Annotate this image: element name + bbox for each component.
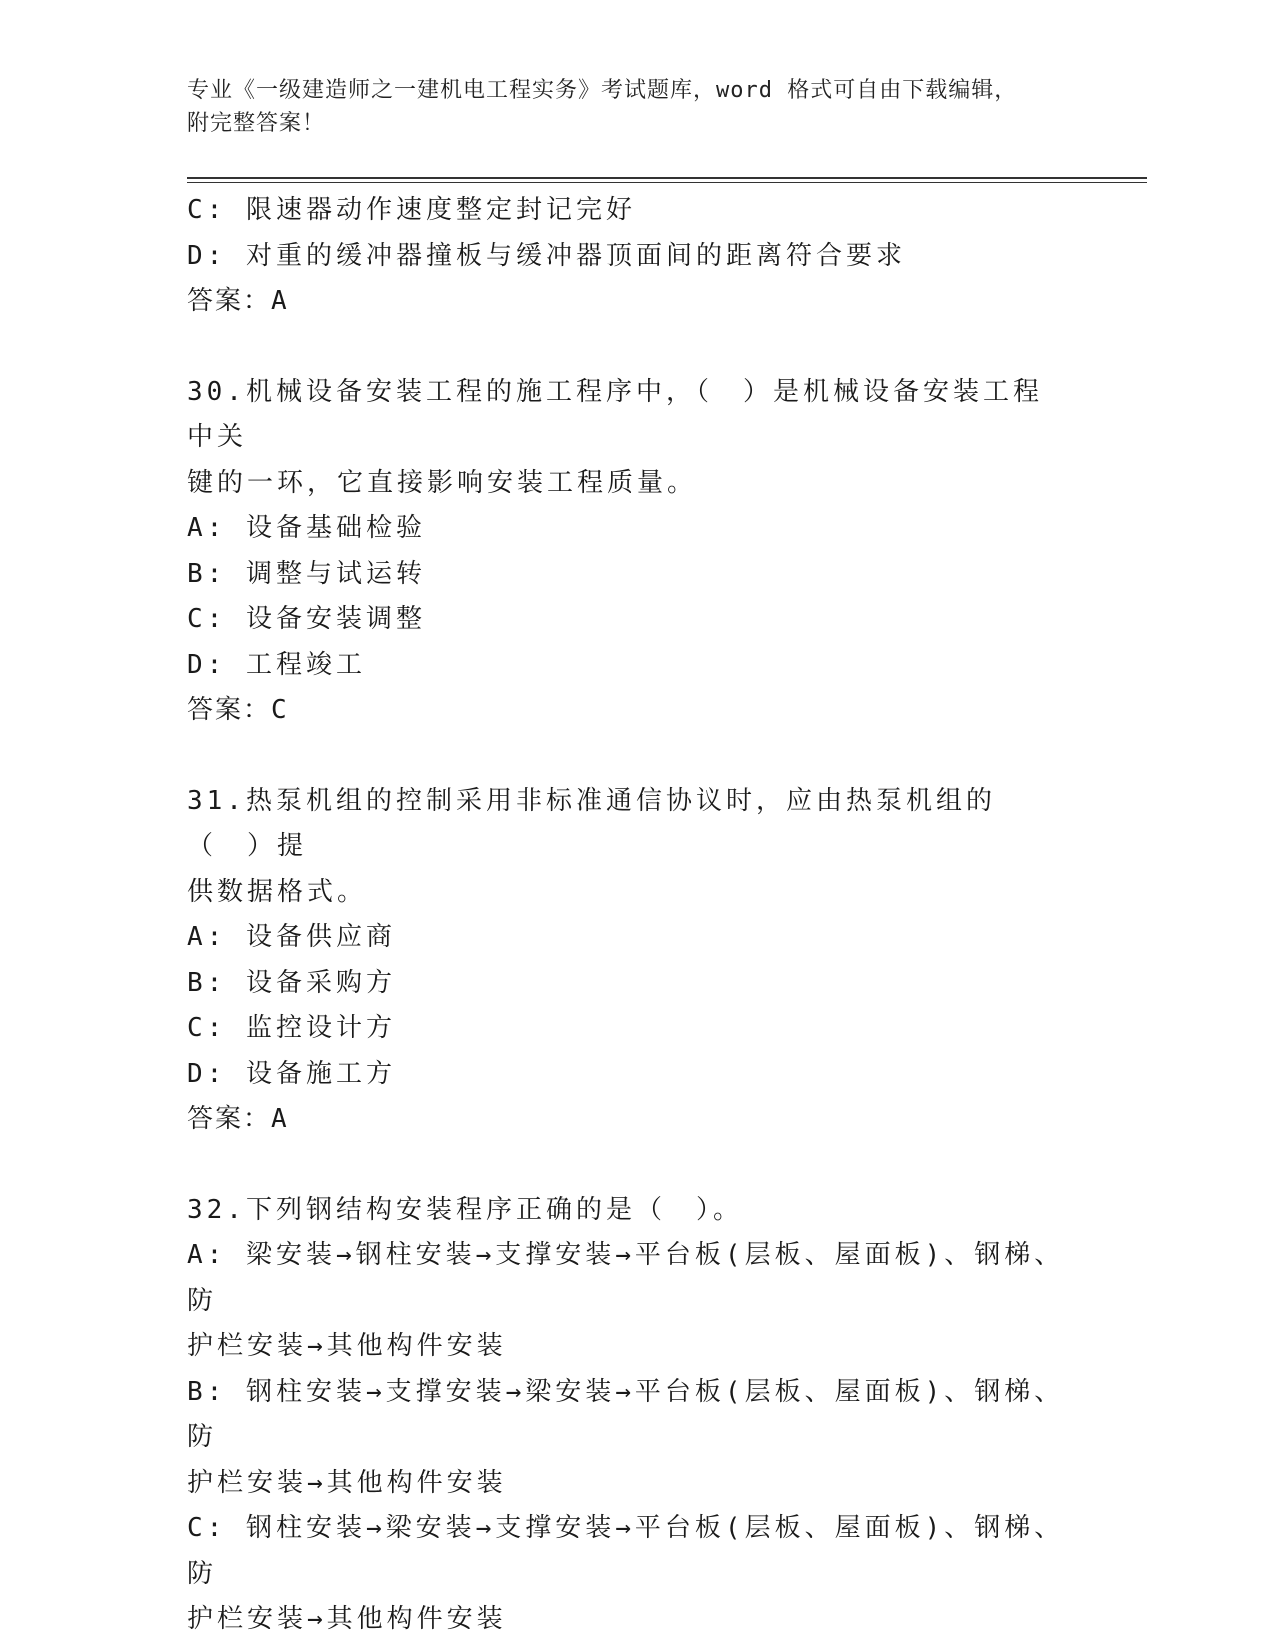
option-c: C: 钢柱安装→梁安装→支撑安装→平台板(层板、屋面板)、钢梯、防 xyxy=(187,1513,1065,1589)
question-30 xyxy=(187,370,1067,734)
question-stem-line: 供数据格式。 xyxy=(187,876,368,907)
option-b: B: 调整与试运转 xyxy=(187,558,426,589)
answer-value: C xyxy=(271,695,289,725)
question-stem-line: 32.下列钢结构安装程序正确的是（ ）。 xyxy=(187,1194,743,1225)
header-divider-thin xyxy=(187,182,1147,183)
option-c: C: 监控设计方 xyxy=(187,1013,396,1043)
answer-line xyxy=(187,688,1067,734)
header-line-1: 专业《一级建造师之一建机电工程实务》考试题库，word 格式可自由下载编辑， xyxy=(187,78,1018,103)
question-stem-line: 30.机械设备安装工程的施工程序中，（ ）是机械设备安装工程中关 xyxy=(187,376,1043,452)
question-31 xyxy=(187,779,1067,1143)
option-a: A: 设备供应商 xyxy=(187,922,396,952)
spacer xyxy=(187,734,1067,779)
option-b-continued: 护栏安装→其他构件安装 xyxy=(187,1467,507,1498)
answer-value: A xyxy=(271,286,289,316)
option-c: C: 限速器动作速度整定封记完好 xyxy=(187,195,636,225)
spacer xyxy=(187,325,1067,370)
option-a: A: 梁安装→钢柱安装→支撑安装→平台板(层板、屋面板)、钢梯、防 xyxy=(187,1240,1065,1316)
option-c: C: 设备安装调整 xyxy=(187,604,426,634)
header-line-2: 附完整答案！ xyxy=(187,111,326,136)
document-header xyxy=(187,74,1087,140)
answer-label: 答案： xyxy=(187,1104,272,1134)
answer-label: 答案： xyxy=(187,286,272,316)
answer-line xyxy=(187,279,1067,325)
option-b: B: 设备采购方 xyxy=(187,967,396,998)
question-32 xyxy=(187,1188,1067,1643)
option-d: D: 设备施工方 xyxy=(187,1058,396,1089)
header-divider-thick xyxy=(187,177,1147,179)
option-b: B: 钢柱安装→支撑安装→梁安装→平台板(层板、屋面板)、钢梯、防 xyxy=(187,1376,1065,1452)
answer-label: 答案： xyxy=(187,695,272,725)
question-stem-line: 31.热泵机组的控制采用非标准通信协议时，应由热泵机组的（ ）提 xyxy=(187,785,996,861)
question-29-continued xyxy=(187,188,1067,325)
option-a: A: 设备基础检验 xyxy=(187,513,426,543)
spacer xyxy=(187,1143,1067,1188)
option-d: D: 工程竣工 xyxy=(187,649,366,680)
question-stem-line: 键的一环，它直接影响安装工程质量。 xyxy=(187,467,698,498)
answer-value: A xyxy=(271,1104,289,1134)
option-c-continued: 护栏安装→其他构件安装 xyxy=(187,1604,507,1634)
option-d: D: 对重的缓冲器撞板与缓冲器顶面间的距离符合要求 xyxy=(187,240,906,271)
answer-line xyxy=(187,1097,1067,1143)
option-a-continued: 护栏安装→其他构件安装 xyxy=(187,1331,507,1361)
question-content xyxy=(187,188,1067,1643)
